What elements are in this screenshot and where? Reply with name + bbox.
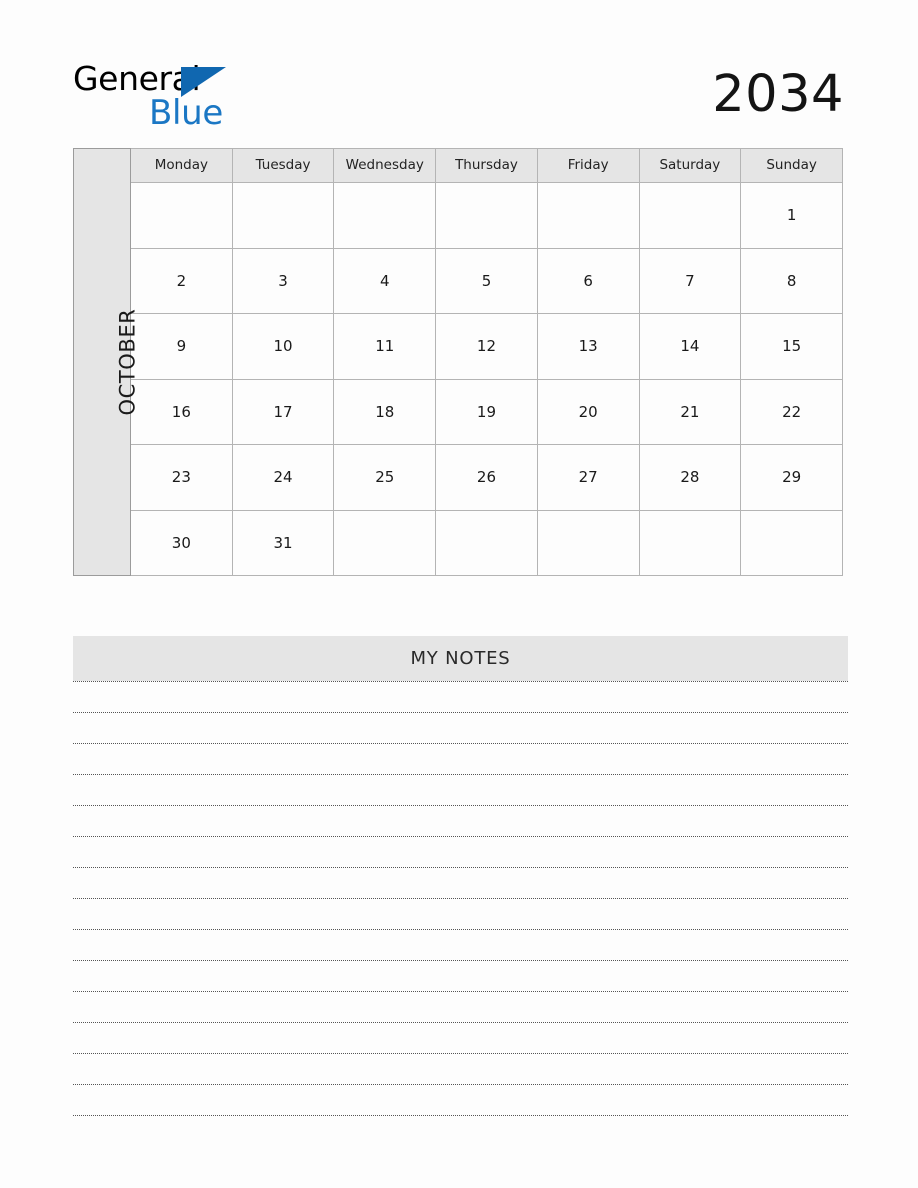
day-cell[interactable] (232, 183, 334, 249)
day-cell[interactable]: 17 (232, 379, 334, 445)
day-cell[interactable]: 16 (131, 379, 233, 445)
day-cell[interactable]: 30 (131, 510, 233, 576)
day-cell[interactable]: 7 (639, 248, 741, 314)
brand-logo-general-text: General (73, 59, 201, 98)
note-line[interactable] (73, 992, 848, 1023)
weekday-header-wednesday: Wednesday (334, 149, 436, 183)
note-line[interactable] (73, 744, 848, 775)
notes-lines-area[interactable] (73, 681, 848, 1116)
day-cell[interactable]: 6 (537, 248, 639, 314)
day-cell[interactable]: 31 (232, 510, 334, 576)
day-cell[interactable] (639, 183, 741, 249)
day-cell[interactable] (537, 183, 639, 249)
calendar-week-row (74, 183, 843, 249)
day-cell[interactable]: 21 (639, 379, 741, 445)
day-cell[interactable]: 12 (436, 314, 538, 380)
day-cell[interactable] (131, 183, 233, 249)
day-cell[interactable] (741, 510, 843, 576)
day-cell[interactable]: 26 (436, 445, 538, 511)
calendar-week-row (74, 445, 843, 511)
day-cell[interactable] (334, 510, 436, 576)
calendar-year: 2034 (712, 65, 844, 124)
note-line[interactable] (73, 930, 848, 961)
note-line[interactable] (73, 1054, 848, 1085)
month-label-cell (74, 149, 140, 576)
page-header (0, 0, 918, 148)
note-line[interactable] (73, 775, 848, 806)
day-cell[interactable]: 20 (537, 379, 639, 445)
notes-section (73, 636, 848, 1116)
day-cell[interactable]: 8 (741, 248, 843, 314)
weekday-header-sunday: Sunday (741, 149, 843, 183)
calendar-container (73, 148, 843, 576)
weekday-header-tuesday: Tuesday (232, 149, 334, 183)
day-cell[interactable]: 18 (334, 379, 436, 445)
weekday-header-thursday: Thursday (436, 149, 538, 183)
day-cell[interactable] (436, 510, 538, 576)
note-line[interactable] (73, 1085, 848, 1116)
note-line[interactable] (73, 961, 848, 992)
day-cell[interactable]: 23 (131, 445, 233, 511)
day-cell[interactable]: 4 (334, 248, 436, 314)
day-cell[interactable]: 29 (741, 445, 843, 511)
day-cell[interactable]: 22 (741, 379, 843, 445)
note-line[interactable] (73, 806, 848, 837)
day-cell[interactable]: 3 (232, 248, 334, 314)
note-line[interactable] (73, 713, 848, 744)
day-cell[interactable]: 27 (537, 445, 639, 511)
day-cell[interactable]: 19 (436, 379, 538, 445)
day-cell[interactable]: 1 (741, 183, 843, 249)
day-cell[interactable]: 14 (639, 314, 741, 380)
day-cell[interactable]: 5 (436, 248, 538, 314)
note-line[interactable] (73, 1023, 848, 1054)
day-cell[interactable]: 15 (741, 314, 843, 380)
note-line[interactable] (73, 681, 848, 713)
calendar-week-row (74, 248, 843, 314)
day-cell[interactable]: 11 (334, 314, 436, 380)
weekday-header-friday: Friday (537, 149, 639, 183)
note-line[interactable] (73, 899, 848, 930)
day-cell[interactable]: 13 (537, 314, 639, 380)
day-cell[interactable]: 25 (334, 445, 436, 511)
note-line[interactable] (73, 837, 848, 868)
day-cell[interactable] (537, 510, 639, 576)
calendar-week-row (74, 510, 843, 576)
note-line[interactable] (73, 868, 848, 899)
day-cell[interactable]: 2 (131, 248, 233, 314)
brand-logo-blue-text: Blue (149, 93, 224, 133)
day-cell[interactable]: 9 (131, 314, 233, 380)
weekday-header-saturday: Saturday (639, 149, 741, 183)
calendar-header-row (74, 149, 843, 183)
brand-logo (73, 60, 333, 138)
calendar-week-row (74, 379, 843, 445)
month-name: OCTOBER (115, 308, 140, 416)
day-cell[interactable]: 24 (232, 445, 334, 511)
day-cell[interactable] (639, 510, 741, 576)
day-cell[interactable]: 28 (639, 445, 741, 511)
calendar-week-row (74, 314, 843, 380)
weekday-header-monday: Monday (131, 149, 233, 183)
day-cell[interactable] (436, 183, 538, 249)
notes-title: MY NOTES (73, 636, 848, 681)
day-cell[interactable] (334, 183, 436, 249)
calendar-table (73, 148, 843, 576)
day-cell[interactable]: 10 (232, 314, 334, 380)
